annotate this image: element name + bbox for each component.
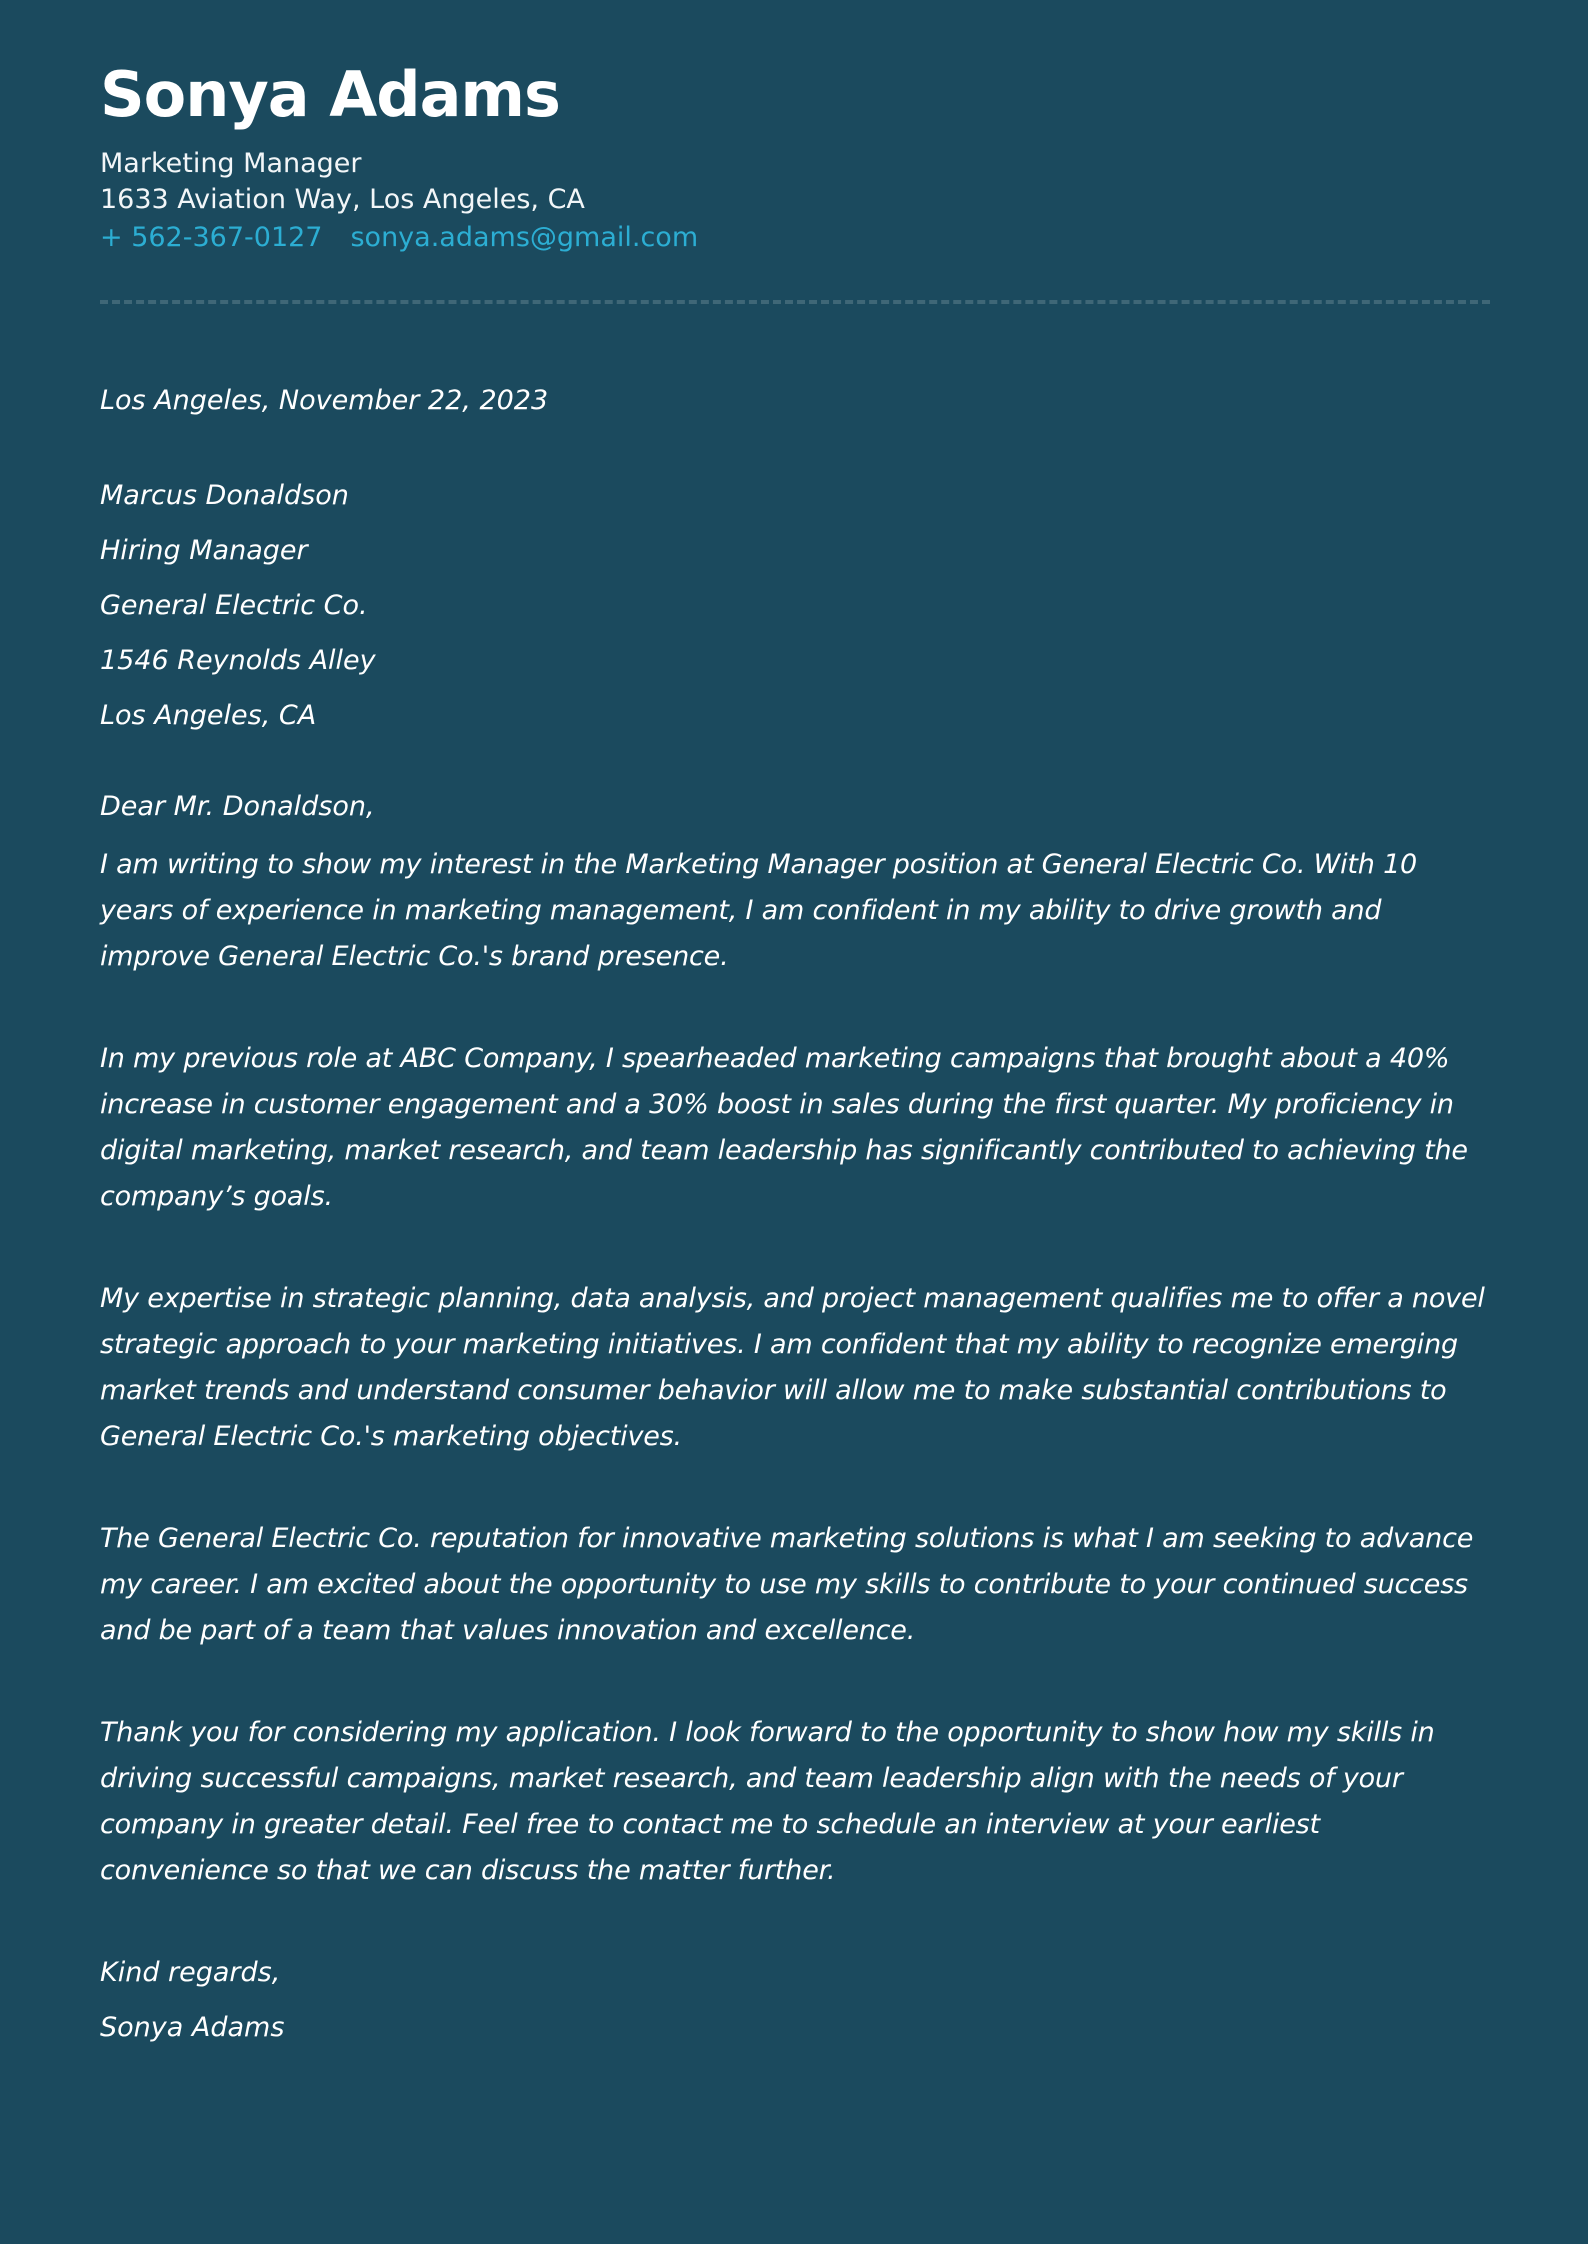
contact-row [100, 220, 1490, 256]
candidate-job-title: Marketing Manager [100, 148, 362, 180]
signature: Sonya Adams [100, 2012, 285, 2044]
candidate-address: 1633 Aviation Way, Los Angeles, CA [100, 184, 585, 216]
candidate-name: Sonya Adams [100, 58, 560, 131]
closing: Kind regards, [100, 1957, 281, 1989]
recipient-title: Hiring Manager [100, 535, 308, 567]
recipient-company: General Electric Co. [100, 590, 368, 622]
salutation: Dear Mr. Donaldson, [100, 791, 375, 823]
recipient-city: Los Angeles, CA [100, 700, 317, 732]
paragraph-expertise: My expertise in strategic planning, data analysis, and project management qualifies me to offer a novel strategic approach to your marketing initiatives. I am confident that my ability to recognize emerging market trends and understand consumer behavior will allow me to make substantial contributions to General Electric Co.'s marketing objectives. [100, 1283, 1485, 1453]
letter-header [100, 58, 1490, 304]
paragraph-experience: In my previous role at ABC Company, I spearheaded marketing campaigns that brought about a 40% increase in customer engagement and a 30% boost in sales during the first quarter. My proficiency in digital marketing, market research, and team leadership has significantly contributed to achieving the company’s goals. [100, 1043, 1468, 1213]
dashed-divider [100, 300, 1490, 304]
dateline: Los Angeles, November 22, 2023 [100, 385, 549, 417]
paragraph-thanks: Thank you for considering my application. I look forward to the opportunity to show how my skills in driving successful campaigns, market research, and team leadership align with the needs of your company in greater detail. Feel free to contact me to schedule an interview at your earliest convenience so that we can discuss the matter further. [100, 1717, 1435, 1887]
recipient-block [100, 478, 1490, 734]
paragraph-intro: I am writing to show my interest in the Marketing Manager position at General Electric Co. With 10 years of experience in marketing management, I am confident in my ability to drive growth and improve General Electric Co.'s brand presence. [100, 849, 1418, 973]
email-link[interactable]: sonya.adams@gmail.com [350, 222, 699, 254]
paragraph-motivation: The General Electric Co. reputation for innovative marketing solutions is what I am seeking to advance my career. I am excited about the opportunity to use my skills to contribute to your continued success and be part of a team that values innovation and excellence. [100, 1523, 1474, 1647]
letter-body [100, 378, 1490, 2051]
recipient-street: 1546 Reynolds Alley [100, 645, 376, 677]
recipient-name: Marcus Donaldson [100, 480, 349, 512]
phone-link[interactable]: + 562-367-0127 [100, 222, 323, 254]
